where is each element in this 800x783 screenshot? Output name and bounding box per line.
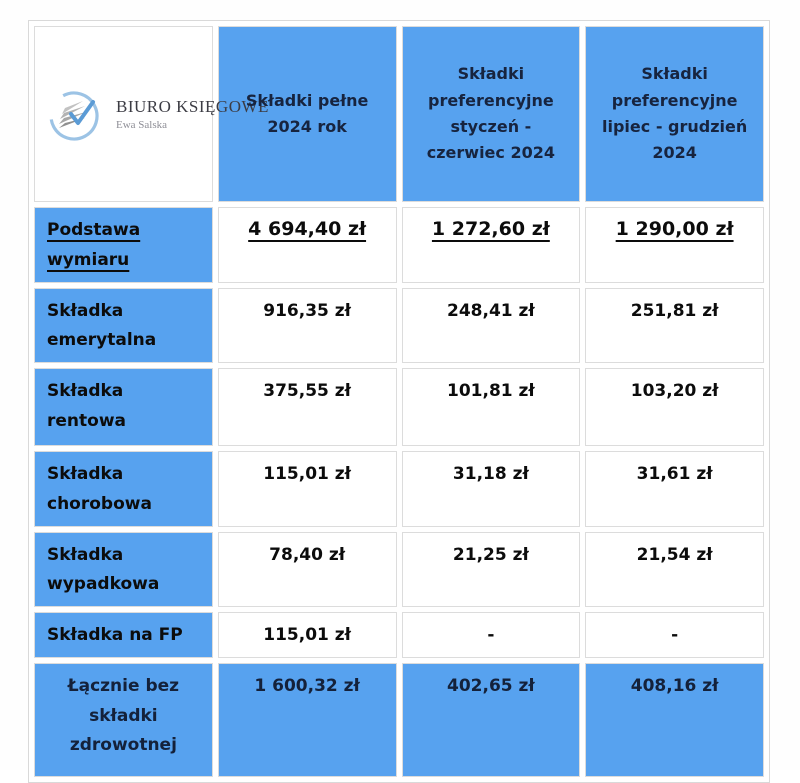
value: 916,35 zł xyxy=(263,300,351,321)
value-cell xyxy=(218,368,397,446)
value-cell xyxy=(585,532,764,608)
value: 251,81 zł xyxy=(630,300,719,321)
row-label-cell xyxy=(34,451,213,527)
value: 21,25 zł xyxy=(452,544,529,565)
row-label: Składka chorobowa xyxy=(47,464,152,514)
accounting-logo-icon xyxy=(45,83,107,145)
value-cell xyxy=(585,368,764,446)
logo-cell xyxy=(34,26,269,202)
value-cell xyxy=(585,288,764,364)
value-cell xyxy=(585,451,764,527)
value-cell xyxy=(218,532,397,608)
table-row-skladka-rentowa xyxy=(34,368,764,446)
total-label: Łącznie bez składki zdrowotnej xyxy=(67,675,180,756)
total-value-cell xyxy=(585,663,764,777)
column-header-label: Składki preferencyjne lipiec - grudzień 2024 xyxy=(602,64,748,163)
value: 375,55 zł xyxy=(263,381,351,401)
column-header-label: Składki pełne 2024 rok xyxy=(245,90,369,136)
company-owner: Ewa Salska xyxy=(116,119,168,131)
row-label-cell xyxy=(34,532,213,608)
value-cell xyxy=(218,207,397,283)
total-value: 402,65 zł xyxy=(447,675,535,696)
total-value: 1 600,32 zł xyxy=(254,675,360,696)
value-cell xyxy=(402,612,581,658)
header-row xyxy=(34,26,764,202)
value-cell xyxy=(585,612,764,658)
company-logo xyxy=(39,83,269,145)
table-row-podstawa-wymiaru xyxy=(34,207,764,283)
row-label: Składka wypadkowa xyxy=(47,544,160,595)
column-header-label: Składki preferencyjne styczeń - czerwiec 2024 xyxy=(426,64,555,163)
value: - xyxy=(487,625,495,645)
value: 78,40 zł xyxy=(269,544,346,565)
value: 1 272,60 zł xyxy=(431,218,550,240)
contributions-table xyxy=(28,20,770,783)
table-row-skladka-wypadkowa xyxy=(34,532,764,608)
value-cell xyxy=(402,288,581,364)
value-cell xyxy=(218,288,397,364)
value-cell xyxy=(218,612,397,658)
value: 4 694,40 zł xyxy=(248,218,367,240)
value: 115,01 zł xyxy=(263,625,351,645)
value-cell xyxy=(402,368,581,446)
value: 115,01 zł xyxy=(263,464,351,484)
value-cell xyxy=(402,207,581,283)
table-row-skladka-chorobowa xyxy=(34,451,764,527)
row-label: Składka rentowa xyxy=(47,381,126,431)
row-label-cell xyxy=(34,288,213,364)
row-label: Składka na FP xyxy=(47,625,183,645)
total-value-cell xyxy=(218,663,397,777)
value-cell xyxy=(218,451,397,527)
value: 248,41 zł xyxy=(447,300,535,321)
value: 21,54 zł xyxy=(636,544,713,565)
table-row-skladka-na-fp xyxy=(34,612,764,658)
row-label-cell xyxy=(34,612,213,658)
value: 31,61 zł xyxy=(636,464,713,484)
value-cell xyxy=(585,207,764,283)
row-label-cell xyxy=(34,207,213,283)
row-label: Składka emerytalna xyxy=(47,300,157,351)
table-row-skladka-emerytalna xyxy=(34,288,764,364)
company-name: BIURO KSIĘGOWE xyxy=(116,97,269,116)
column-header-pref-jul-dec xyxy=(585,26,764,202)
total-value-cell xyxy=(402,663,581,777)
row-label-cell xyxy=(34,368,213,446)
total-label-cell xyxy=(34,663,213,777)
value-cell xyxy=(402,451,581,527)
total-value: 408,16 zł xyxy=(630,675,719,696)
table-row-total xyxy=(34,663,764,777)
value: 31,18 zł xyxy=(452,464,529,484)
value: 1 290,00 zł xyxy=(615,218,734,240)
value: 101,81 zł xyxy=(447,381,535,401)
value: 103,20 zł xyxy=(630,381,719,401)
value-cell xyxy=(402,532,581,608)
column-header-pref-jan-jun xyxy=(402,26,581,202)
value: - xyxy=(671,625,679,645)
row-label: Podstawa wymiaru xyxy=(47,220,141,270)
